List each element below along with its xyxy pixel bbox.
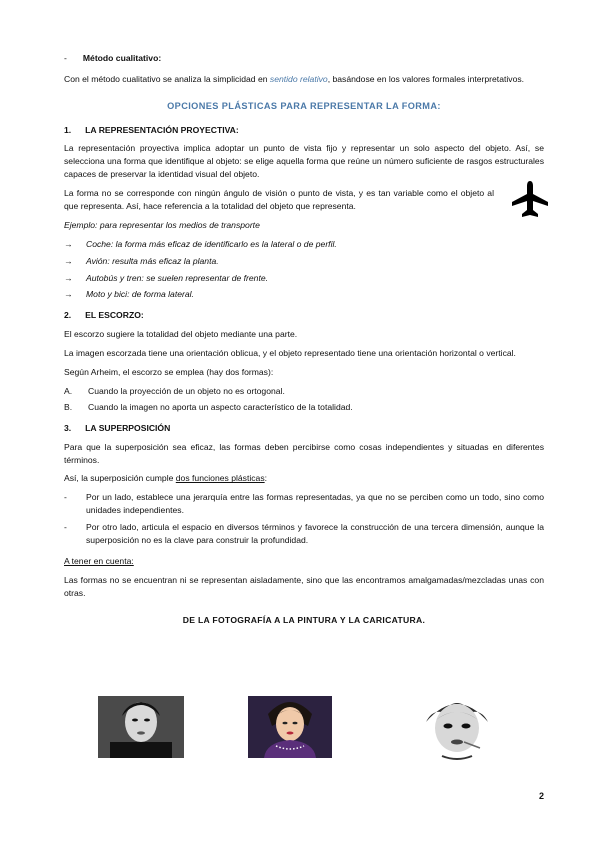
accent-phrase: sentido relativo [269,73,328,84]
list-item: - Por un lado, establece una jerarquía entre las formas representadas, ya que no se perciben como un todo, sino como unidades independientes. [64,492,544,516]
s1-paragraph-2-row [64,187,544,213]
s2-paragraph-3: Según Arheim, el escorzo se emplea (hay dos formas): [64,367,274,378]
s3-paragraph-2: Así, la superposición cumple dos funciones plásticas: [64,473,268,484]
note-text: Las formas no se encuentran ni se representan aisladamente, sino que las encontramos amalgamadas/mezcladas unas con otras. [64,574,544,598]
metodo-bullet: - Método cualitativo: [64,53,162,63]
section-title: OPCIONES PLÁSTICAS PARA REPRESENTAR LA FORMA: [167,100,441,111]
list-item: → Moto y bici: de forma lateral. [64,289,194,300]
s3-paragraph-1: Para que la superposición sea eficaz, las formas deben percibirse como cosas independientes y situadas en diferentes términos. [64,441,544,465]
document-page [64,52,544,626]
note-title: A tener en cuenta: [64,555,134,566]
intro-paragraph: Con el método cualitativo se analiza la simplicidad en sentido relativo, basándose en los valores formales interpretativos. [64,73,525,84]
transport-list [64,238,544,302]
list-item: A. Cuando la proyección de un objeto no es ortogonal. [64,385,285,396]
caricature-portrait [412,696,502,762]
list-item: → Autobús y tren: se suelen representar de frente. [64,272,269,283]
closing-title: DE LA FOTOGRAFÍA A LA PINTURA Y LA CARICATURA. [182,614,426,625]
list-item: → Coche: la forma más eficaz de identificarlo es la lateral o de perfil. [64,238,337,249]
airplane-icon [510,179,550,219]
s2-paragraph-2: La imagen escorzada tiene una orientación oblicua, y el objeto representado tiene una orientación horizontal o vertical. [64,348,516,359]
list-item: - Por otro lado, articula el espacio en diversos términos y favorece la construcción de una tercera dimensión, aunque la superposición no es la clave para construir la profundidad. [64,522,544,545]
metodo-label: Método cualitativo: [82,53,162,63]
s1-paragraph-2: La forma no se corresponde con ningún ángulo de visión o punto de vista, y es tan variable como el objeto al que representa. Así, hace referencia a la totalidad del objeto que representa. [64,188,494,212]
list-item: → Avión: resulta más eficaz la planta. [64,255,219,266]
portrait-row [0,696,600,766]
heading-1: 1. LA REPRESENTACIÓN PROYECTIVA: [64,124,239,135]
photo-portrait [98,696,184,758]
s1-paragraph-1: La representación proyectiva implica adoptar un punto de vista fijo y representar un solo aspecto del objeto. Así, se selecciona una forma que identifique al objeto: se elige aquella forma que reúne un número suficiente de rasgos estructurales capaces de preservar la identidad visual del objeto. [64,143,544,180]
page-number: 2 [538,791,544,801]
list-item: B. Cuando la imagen no aporta un aspecto característico de la totalidad. [64,401,353,412]
s2-paragraph-1: El escorzo sugiere la totalidad del objeto mediante una parte. [64,329,298,340]
painted-portrait [248,696,332,758]
heading-2: 2. EL ESCORZO: [64,310,144,321]
example-line: Ejemplo: para representar los medios de transporte [64,219,260,230]
heading-3: 3. LA SUPERPOSICIÓN [64,422,171,433]
